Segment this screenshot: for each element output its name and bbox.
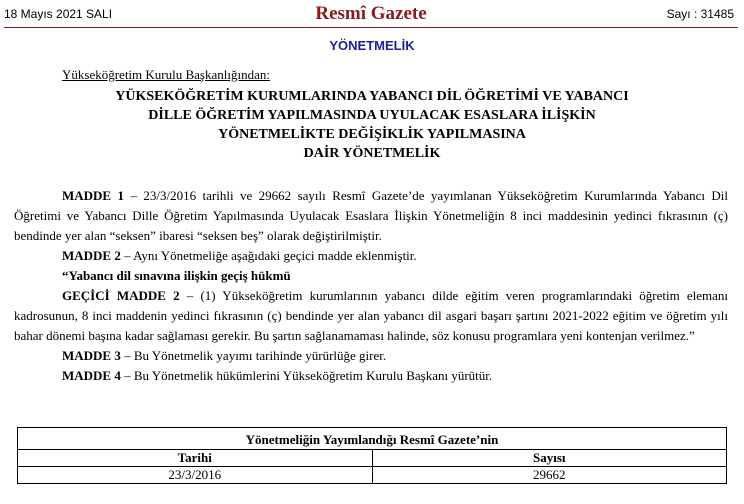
article-label: MADDE 4 [62,368,121,383]
article-text: – Bu Yönetmelik yayımı tarihinde yürürlüğe girer. [120,348,387,363]
article-text: – Aynı Yönetmeliğe aşağıdaki geçici madde eklenmiştir. [120,248,417,263]
section-title: YÖNETMELİK [329,38,415,53]
issuing-authority: Yükseköğretim Kurulu Başkanlığından: [62,67,270,82]
regulation-title-line: DAİR YÖNETMELİK [303,146,441,161]
table-row [18,450,727,467]
publication-table [17,427,727,484]
regulation-body [14,186,728,386]
transitional-article-2 [14,286,728,346]
regulation-title-line: YÖNETMELİKTE DEĞİŞİKLİK YAPILMASINA [218,127,526,142]
table-cell-number: 29662 [372,467,727,484]
article-text: – Bu Yönetmelik hükümlerini Yükseköğretim Kurulu Başkanı yürütür. [120,368,493,383]
header-divider [4,27,738,28]
column-header-date: Tarihi [18,450,373,467]
article-1 [14,186,728,246]
regulation-title-line: YÜKSEKÖĞRETİM KURUMLARINDA YABANCI DİL ÖĞRETİMİ VE YABANCI [115,89,629,104]
gazette-title: Resmî Gazete [315,3,427,24]
issue-number: Sayı : 31485 [666,7,734,21]
transitional-heading-text: “Yabancı dil sınavına ilişkin geçiş hükmü [62,268,291,283]
regulation-title [0,87,744,163]
article-4 [14,366,728,386]
table-row [18,467,727,484]
column-header-number: Sayısı [372,450,727,467]
article-label: MADDE 1 [62,188,125,203]
gazette-header [4,3,738,27]
transitional-heading [14,266,728,286]
article-label: GEÇİCİ MADDE 2 [62,288,180,303]
article-2 [14,246,728,266]
table-cell-date: 23/3/2016 [18,467,373,484]
article-text: – (1) Yükseköğretim kurumlarının yabancı dilde eğitim veren programlarındaki öğretim elemanı kadrosunun, 8 inci maddenin yedinci fıkrasının (ç) bendinde yer alan yabancı dil asgari başarı şartını 2021-2022 eğitim ve öğretim yılı bahar dönemi başına kadar sağlaması gerekir. Bu şartın sağlanamaması halinde, söz konusu programlara yeni kontenjan verilmez.” [14,288,728,343]
article-3 [14,346,728,366]
article-text: – 23/3/2016 tarihli ve 29662 sayılı Resmî Gazete’de yayımlanan Yükseköğretim Kurumlarında Yabancı Dil Öğretimi ve Yabancı Dille Öğretim Yapılmasında Uyulacak Esaslara İlişkin Yönetmeliğin 8 inci maddesinin yedinci fıkrasının (ç) bendinde yer alan “seksen” ibaresi “seksen beş” olarak değiştirilmiştir. [14,188,728,243]
regulation-title-line: DİLLE ÖĞRETİM YAPILMASINDA UYULACAK ESASLARA İLİŞKİN [148,108,596,123]
table-row [18,428,727,450]
article-label: MADDE 2 [62,248,121,263]
issue-date: 18 Mayıs 2021 SALI [4,7,113,21]
article-label: MADDE 3 [62,348,121,363]
table-caption: Yönetmeliğin Yayımlandığı Resmî Gazete’nin [18,428,727,450]
